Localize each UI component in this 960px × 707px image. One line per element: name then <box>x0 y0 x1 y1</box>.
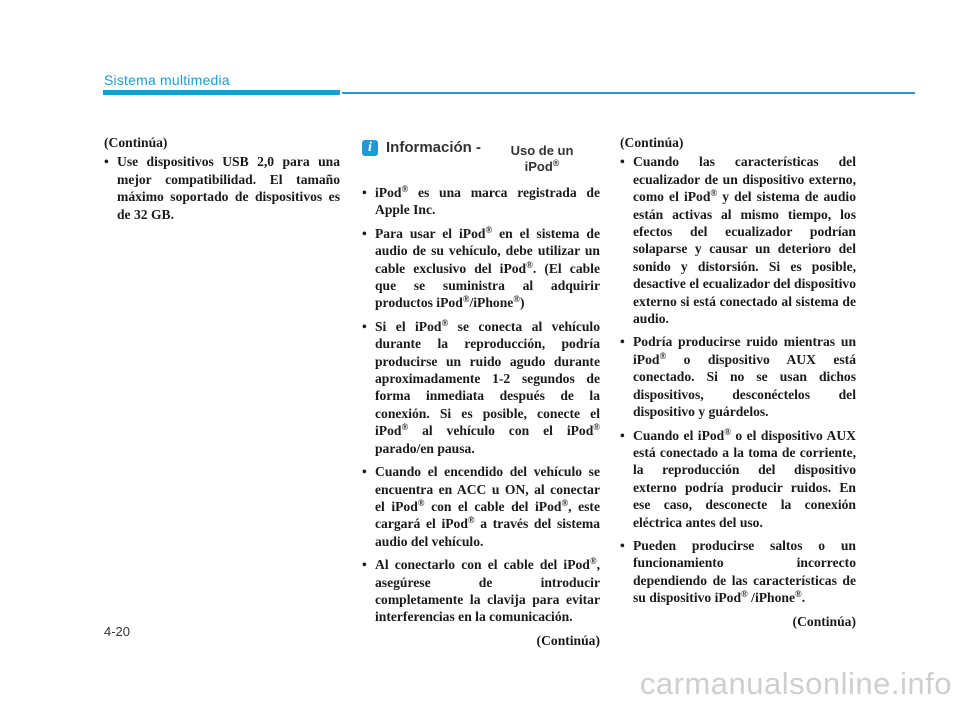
continued-footer: (Continúa) <box>792 613 856 629</box>
info-icon: i <box>362 140 378 156</box>
continued-heading: (Continúa) <box>104 135 168 150</box>
continued-heading: (Continúa) <box>620 135 684 150</box>
list-item: • Para usar el iPod® en el sistema de audio de su vehículo, debe utilizar un cable exclusivo del iPod®. (El cable que se suministra al adquirir productos iPod®/iPhone®) <box>362 225 600 312</box>
list-item: • Cuando el iPod® o el dispositivo AUX está conectado a la toma de corriente, la reproducción del dispositivo externo podría producir ruidos. En ese caso, desconecte la conexión eléctrica antes del uso. <box>620 427 856 531</box>
info-subtitle: Uso de un iPod® <box>510 143 574 174</box>
list-item: • Cuando el encendido del vehículo se encuentra en ACC u ON, al conectar el iPod® con el cable del iPod®, este cargará el iPod® a través del sistema audio del vehículo. <box>362 463 600 550</box>
registered-mark: ® <box>552 158 560 168</box>
bullet-list <box>362 184 600 626</box>
info-heading <box>362 140 600 180</box>
list-item: • Use dispositivos USB 2,0 para una mejor compatibilidad. El tamaño máximo soportado de dispositivos es de 32 GB. <box>104 153 340 223</box>
list-item: • iPod® es una marca registrada de Apple Inc. <box>362 184 600 219</box>
column-2 <box>362 140 600 649</box>
list-item: • Podría producirse ruido mientras un iPod® o dispositivo AUX está conectado. Si no se usan dichos dispositivos, desconéctelos del dispositivo y guárdelos. <box>620 333 856 420</box>
list-item: • Cuando las características del ecualizador de un dispositivo externo, como el iPod® y del sistema de audio están activas al mismo tiempo, los efectos del ecualizador podrían solaparse y causar un deterioro del sonido y distorsión. Si es posible, desactive el ecualizador del dispositivo externo si está conectado al sistema de audio. <box>620 153 856 327</box>
info-title: Información - <box>386 139 482 156</box>
watermark: carmanualsonline.info <box>639 666 952 701</box>
bullet-list <box>620 153 856 606</box>
header-bar-thick <box>103 90 340 95</box>
continued-footer: (Continúa) <box>536 632 600 648</box>
list-item: • Pueden producirse saltos o un funcionamiento incorrecto dependiendo de las características de su dispositivo iPod® /iPhone®. <box>620 537 856 607</box>
page-number: 4-20 <box>104 624 131 639</box>
column-3 <box>620 134 856 630</box>
column-1 <box>104 134 340 229</box>
header-bar-thin <box>342 92 915 94</box>
list-item: • Si el iPod® se conecta al vehículo durante la reproducción, podría producirse un ruido agudo durante aproximadamente 1-2 segundos de forma inmediata después de la conexión. Si es posible, conecte el iPod® al vehículo con el iPod® parado/en pausa. <box>362 318 600 457</box>
section-title: Sistema multimedia <box>104 72 230 88</box>
list-item: • Al conectarlo con el cable del iPod®, asegúrese de introducir completamente la clavija para evitar interferencias en la comunicación. <box>362 556 600 626</box>
bullet-list <box>104 153 340 223</box>
